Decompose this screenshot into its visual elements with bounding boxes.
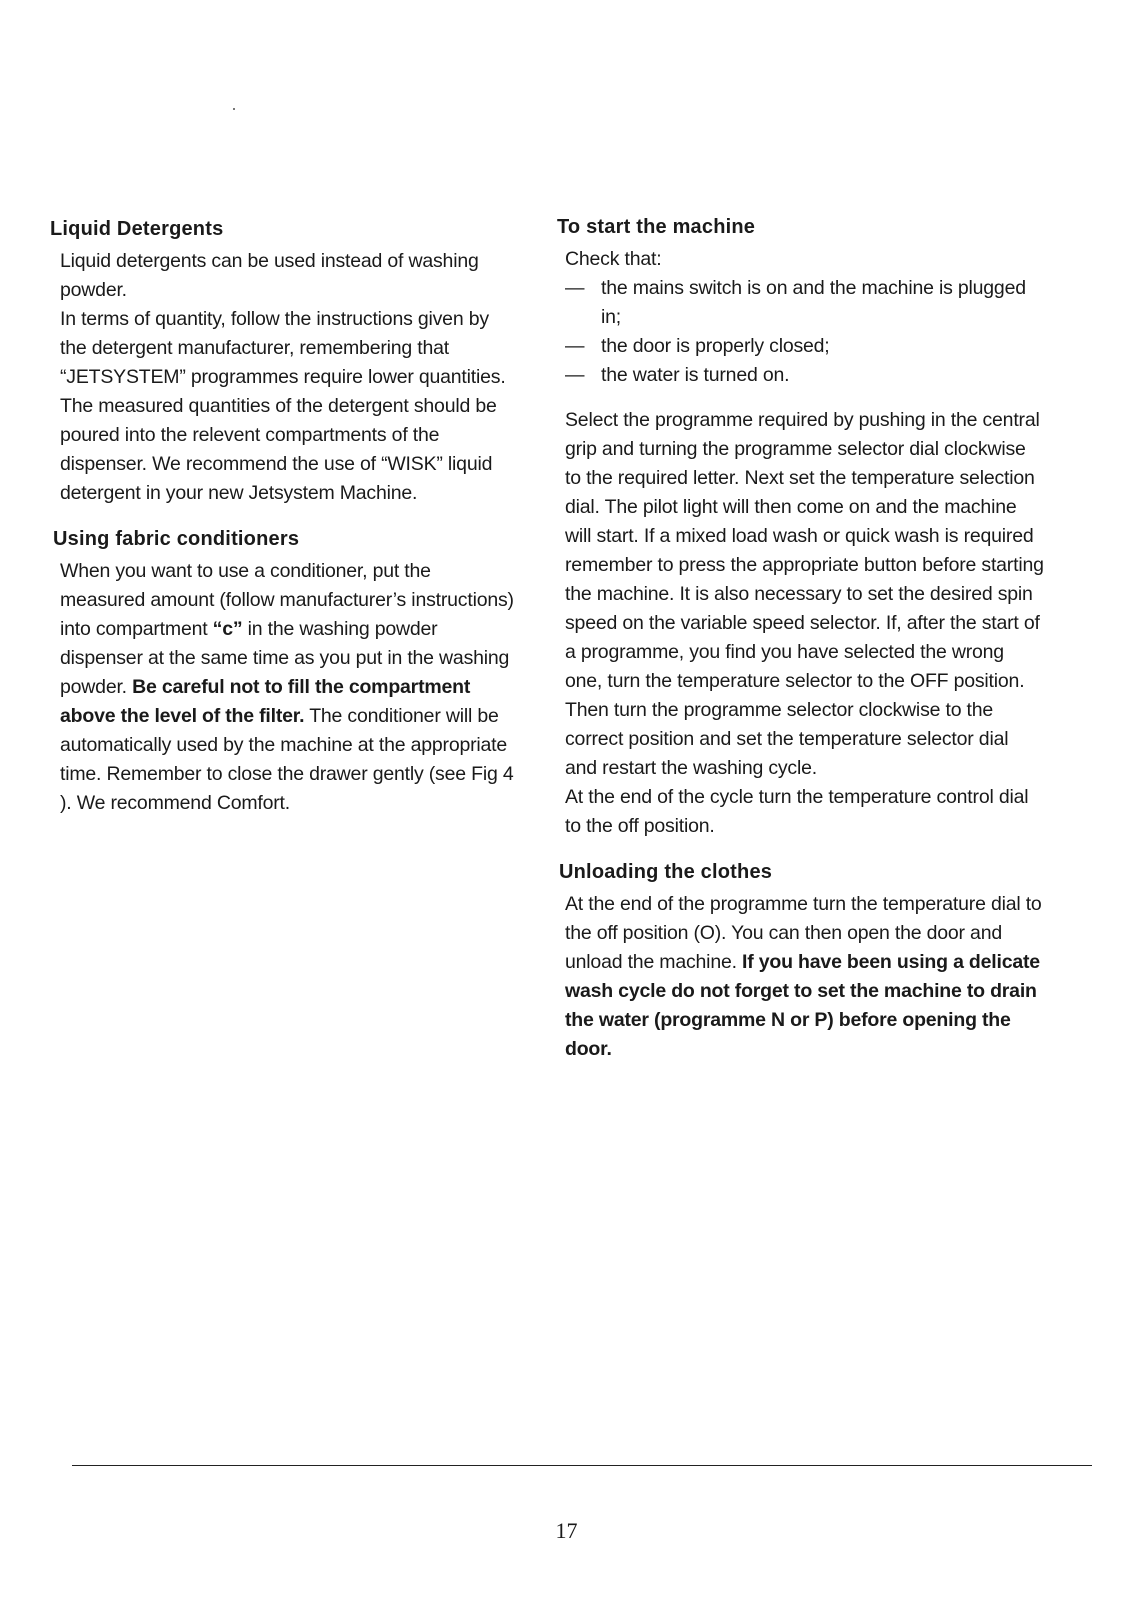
check-intro: Check that: [565,248,662,270]
start-paragraph-2: At the end of the cycle turn the temperature control dial to the off position. [565,786,1029,837]
check-item: — the mains switch is on and the machine is plugged in; [565,274,1045,332]
right-column [557,216,1045,1084]
fabric-text-1: When you want to use a conditioner, put the measured amount (follow manufacturer’s instructions) into compartment [60,560,514,640]
checklist [565,274,1045,390]
dash-icon: — [565,364,585,386]
scan-speck [233,108,235,110]
fabric-conditioners-body [50,557,520,818]
dash-icon: — [565,335,585,357]
unloading-text-1: At the end of the programme turn the temperature dial to the off position (O). You can then open the door and unload the machine. [565,893,1042,973]
section-fabric-conditioners [50,528,520,818]
unloading-paragraph [565,890,1045,1064]
liquid-detergents-body [50,247,520,508]
fabric-text-3: in the washing powder dispenser at the same time as you put in the washing powder. [60,618,510,698]
fabric-warning: Be careful not to fill the compartment above the level of the filter. [60,676,471,727]
fabric-paragraph [60,557,520,818]
liquid-paragraph-3: The measured quantities of the detergent should be poured into the relevent compartments of the dispenser. We recommend the use of “WISK” liquid detergent in your new Jetsystem Machine. [60,395,497,504]
start-paragraph-1: Select the programme required by pushing in the central grip and turning the programme selector dial clockwise to the required letter. Next set the temperature selection dial. The pilot light will then come on and the machine will start. If a mixed load wash or quick wash is required remember to press the appropriate button before starting the machine. It is also necessary to set the desired spin speed on the variable speed selector. If, after the start of a programme, you find you have selected the wrong one, turn the temperature selector to the OFF position. Then turn the programme selector clockwise to the correct position and set the temperature selector dial and restart the washing cycle. [565,409,1044,779]
unloading-warning: If you have been using a delicate wash cycle do not forget to set the machine to drain the water (programme N or P) before opening the door. [565,951,1040,1060]
fabric-text-5: The conditioner will be automatically used by the machine at the appropriate time. Remember to close the drawer gently (see Fig 4 ). We recommend Comfort. [60,705,514,814]
compartment-label: “c” [212,618,243,640]
heading-unloading: Unloading the clothes [559,861,773,883]
heading-start-machine: To start the machine [557,216,756,238]
check-item: — the door is properly closed; [565,332,1045,361]
heading-fabric-conditioners: Using fabric conditioners [53,528,300,550]
page-number: 17 [555,1518,578,1543]
footer-rule [72,1465,1092,1466]
start-machine-instructions [565,406,1045,841]
liquid-paragraph-1: Liquid detergents can be used instead of washing powder. [60,250,479,301]
section-liquid-detergents [50,218,520,508]
section-start-machine [557,216,1045,390]
section-unloading [559,861,1045,1064]
liquid-paragraph-2: In terms of quantity, follow the instructions given by the detergent manufacturer, remembering that “JETSYSTEM” programmes require lower quantities. [60,308,506,388]
check-item: — the water is turned on. [565,361,1045,390]
left-column [50,218,520,838]
heading-liquid-detergents: Liquid Detergents [50,218,224,240]
dash-icon: — [565,277,585,299]
